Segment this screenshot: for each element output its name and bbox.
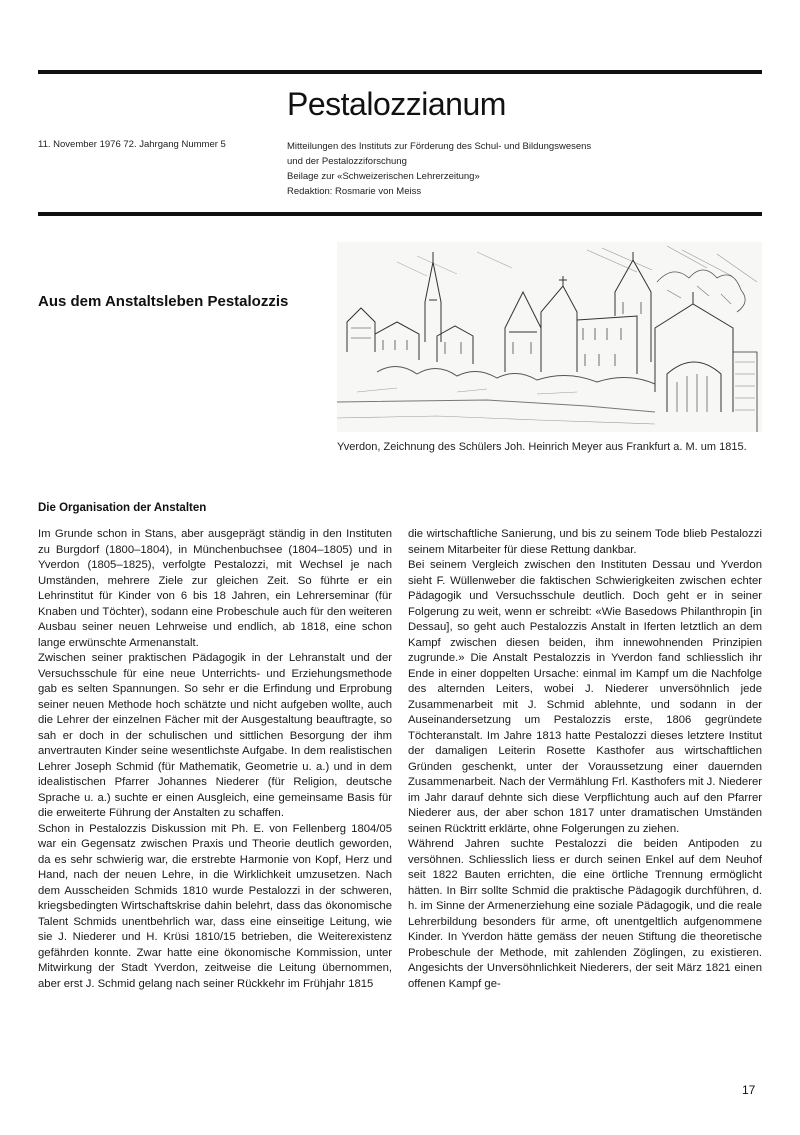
article-title: Aus dem Anstaltsleben Pestalozzis [38,293,289,310]
body-paragraph: Zwischen seiner praktischen Pädagogik in der Lehranstalt und der Versuchsschule für eine neue Unterrichts- und Erziehungsmethode gab es selten Spannungen. So sehr er die Erfindung und Erprobung seiner neuen Methode hoch schätzte und nicht aufgeben wollte, auch die Lehrer der einzelnen Fächer mit der Ausgestaltung beauftragte, so sah er doch in der schulischen und sittlichen Besorgung der ihm anvertrauten Kinder seine wesentlichste Aufgabe. In dem realistischen Lehrer Joseph Schmid (für Mathematik, Geometrie u. a.) und in dem idealistischen Pfarrer Johannes Niederer (für Religion, deutsche Sprache u. a.) suchte er einen Ausgleich, eine gemeinsame Basis für die erweiterte Führung der Anstalten zu schaffen. [38,652,392,819]
yverdon-drawing-sketch [337,242,762,432]
body-paragraph: die wirtschaftliche Sanierung, und bis zu seinem Tode blieb Pestalozzi seinem Mitarbeiter für diese Rettung dankbar. [408,528,762,556]
masthead-bottom-rule [38,212,762,216]
left-column [38,527,392,992]
figure-caption: Yverdon, Zeichnung des Schülers Joh. Heinrich Meyer aus Frankfurt a. M. um 1815. [337,441,747,453]
masthead-description-line: Redaktion: Rosmarie von Meiss [287,186,422,197]
masthead-description-line: und der Pestalozziforschung [287,156,407,167]
body-paragraph: Schon in Pestalozzis Diskussion mit Ph. E. von Fellenberg 1804/05 war ein Gegensatz zwischen Praxis und Theorie deutlich geworden, da es sehr schwierig war, die erstrebte Harmonie von Kopf, Herz und Hand, nach der neuen Lehre, in die Wirklichkeit umzusetzen. Nach dem Ausscheiden Schmids 1810 wurde Pestalozzi in der schweren, kriegsbedingten Wirtschaftskrise dahin belehrt, dass das ökonomische Talent Schmids unentbehrlich war, dass eine einseitige Leitung, wie sie J. Niederer und H. Krüsi 1810/15 betrieben, die Weiterexistenz gefährden konnte. Zwar hatte eine ökonomische Kommission, unter Mitwirkung der Stadt Yverdon, zeitweise die Leitung übernommen, aber erst J. Schmid gelang nach seiner Rückkehr im Frühjahr 1815 [38,822,392,990]
body-paragraph: Bei seinem Vergleich zwischen den Instituten Dessau und Yverdon sieht F. Wüllenweber die faktischen Schwierigkeiten zwischen echter Pädagogik und Versuchsschule deutlich. Doch geht er in seiner Folgerung zu weit, wenn er schreibt: «Wie Basedows Philanthropin [in Dessau], so geht auch Pestalozzis Anstalt in Iferten letztlich an dem Kampf zwischen diesen beiden, ihm innewohnenden Prinzipien zugrunde.» Die Anstalt Pestalozzis in Yverdon fand schliesslich ihr Ende in einer doppelten Ursache: einmal im Kampf um die Nachfolge des alternden Leiters, wobei J. Niederer unversöhnlich jede Zusammenarbeit mit J. Schmid ablehnte, und sodann in der Auseinandersetzung um Pestalozzis erste, 1806 gegründete Töchteranstalt. Im Jahre 1813 hatte Pestalozzi dieses letztere Institut der damaligen Leiterin Rosette Kasthofer aus wirtschaftlichen Gründen geschenkt, unter der Voraussetzung einer dauernden Zusammenarbeit. Nach der Vermählung Frl. Kasthofers mit J. Niederer im Jahr darauf dehnte sich diese Verpflichtung auch auf den Pfarrer Niederer aus, der aber schon 1817 unter dramatischen Umständen seinen Rücktritt erklärte, ohne Folgerungen zu ziehen. [408,559,762,835]
top-rule [38,70,762,74]
masthead-title: Pestalozzianum [287,86,506,122]
body-paragraph: Im Grunde schon in Stans, aber ausgeprägt ständig in den Instituten zu Burgdorf (1800–1804), in Münchenbuchsee (1804–1805) und in Yverdon (1805–1825), verfolgte Pestalozzi, mit Wechsel je nach Umständen, mehrere Ziele zur gleichen Zeit. So führte er ein Lehrinstitut für Kinder von 6 bis 18 Jahren, ein Lehrerseminar (für Knaben und Töchter), sodann eine Probeschule auch für den weiteren Ausbau seiner neuen Lehrweise und endlich, ab 1818, eine schon lange erwünschte Armenanstalt. [38,528,392,649]
body-paragraph: Während Jahren suchte Pestalozzi die beiden Antipoden zu versöhnen. Schliesslich liess er durch seinen Enkel auf dem Neuhof seit 1822 Bauten errichten, die eine örtliche Trennung ermöglicht hätten. In Birr sollte Schmid die praktische Pädagogik durchführen, d. h. im Sinne der Armenerziehung eine soziale Pädagogik, und die reale Lehrerbildung besonders für arme, oft unentgeltlich aufgenommene Kinder. In Yverdon hätte gemäss der neuen Stiftung die theoretische Probeschule der Methode, mit zahlenden Zöglingen, zu existieren. Angesichts der Unversöhnlichkeit Niederers, der seit März 1821 einen offenen Kampf ge- [408,838,762,990]
yverdon-drawing [337,242,762,432]
page-number: 17 [742,1083,756,1097]
masthead-description-line: Beilage zur «Schweizerischen Lehrerzeitung» [287,171,480,182]
right-column [408,527,762,992]
issue-info: 11. November 1976 72. Jahrgang Nummer 5 [38,139,226,150]
section-subheading: Die Organisation der Anstalten [38,502,207,514]
masthead-description-line: Mitteilungen des Instituts zur Förderung des Schul- und Bildungswesens [287,141,592,152]
masthead-description [287,139,591,199]
